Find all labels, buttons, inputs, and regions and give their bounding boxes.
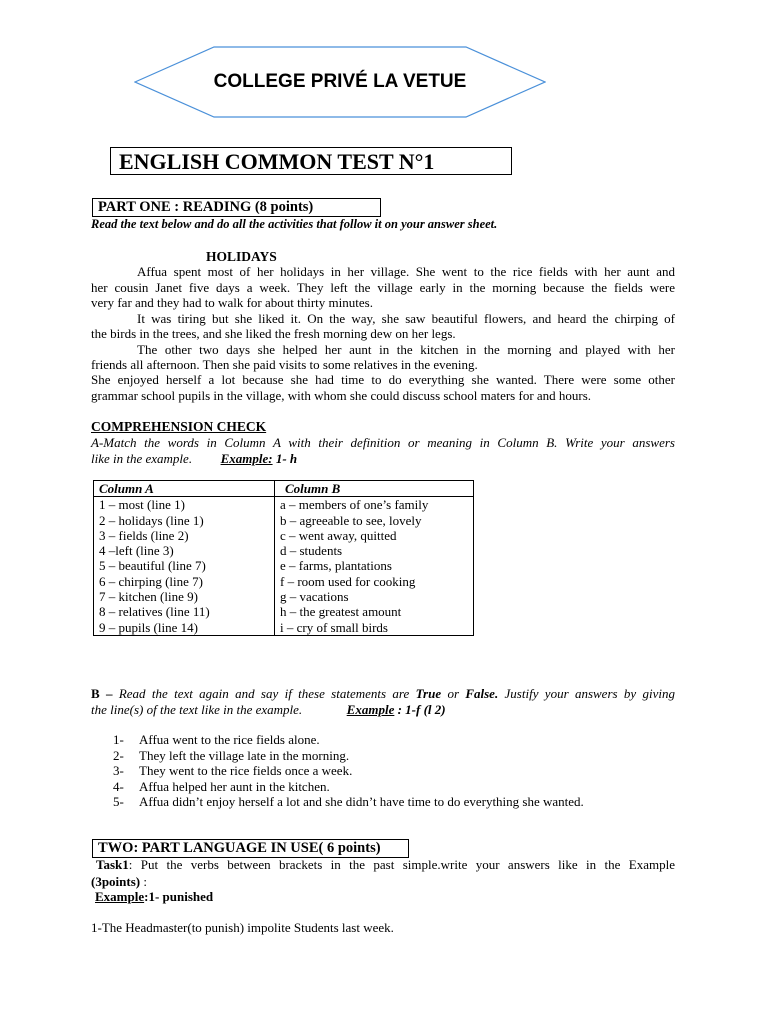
column-a-header: Column A — [94, 481, 275, 497]
task1-example-label: Example — [95, 889, 145, 904]
statement-text: They went to the rice fields once a week. — [139, 763, 353, 778]
column-b-cell: b – agreeable to see, lovely — [275, 513, 474, 528]
list-item — [113, 794, 584, 809]
statement-number: 4- — [113, 779, 124, 794]
table-row — [94, 513, 474, 528]
task1-points-suffix: : — [140, 874, 147, 889]
column-b-cell: a – members of one’s family — [275, 497, 474, 513]
or-word: or — [441, 686, 466, 701]
list-item — [113, 748, 349, 763]
comprehension-heading: COMPREHENSION CHECK — [91, 419, 267, 434]
task-a-instruction-line2 — [91, 451, 297, 466]
task-b-text-2: Justify your answers by giving — [498, 686, 675, 701]
example-label: Example: — [220, 451, 273, 466]
statement-text: They left the village late in the morning. — [139, 748, 350, 763]
column-a-cell: 6 – chirping (line 7) — [94, 574, 275, 589]
part-two-heading: TWO: PART LANGUAGE IN USE( 6 points) — [92, 839, 409, 858]
column-a-cell: 9 – pupils (line 14) — [94, 620, 275, 636]
statement-text: Affua helped her aunt in the kitchen. — [139, 779, 330, 794]
passage-line: grammar school pupils in the village, with whom she could discuss school maters for and hours. — [91, 388, 592, 403]
column-b-cell: f – room used for cooking — [275, 574, 474, 589]
passage-line: The other two days she helped her aunt in the kitchen in the morning and played with her — [137, 342, 675, 357]
table-row — [94, 589, 474, 604]
task-b-label: B – — [91, 686, 113, 701]
column-b-header: Column B — [275, 481, 474, 497]
column-a-cell: 8 – relatives (line 11) — [94, 604, 275, 619]
table-row — [94, 574, 474, 589]
column-a-cell: 5 – beautiful (line 7) — [94, 558, 275, 573]
task1-text: : Put the verbs between brackets in the past simple.write your answers like in the Example — [128, 857, 675, 872]
task-b-example-label: Example — [346, 702, 395, 717]
task-a-instruction: A-Match the words in Column A with their definition or meaning in Column B. Write your answers — [91, 435, 675, 450]
task1-points-line — [91, 874, 147, 889]
column-a-cell: 4 –left (line 3) — [94, 543, 275, 558]
passage-line: very far and they had to walk for about thirty minutes. — [91, 295, 373, 310]
part-one-heading: PART ONE : READING (8 points) — [92, 198, 381, 217]
false-word: False. — [465, 686, 499, 701]
statement-text: Affua didn’t enjoy herself a lot and she didn’t have time to do everything she wanted. — [139, 794, 584, 809]
statement-number: 2- — [113, 748, 124, 763]
column-b-cell: g – vacations — [275, 589, 474, 604]
reading-instruction: Read the text below and do all the activities that follow it on your answer sheet. — [91, 217, 498, 231]
task1-example-value: :1- punished — [144, 889, 214, 904]
statement-number: 5- — [113, 794, 124, 809]
column-b-cell: d – students — [275, 543, 474, 558]
passage-line: Affua spent most of her holidays in her village. She went to the rice fields with her aunt and — [137, 264, 675, 279]
table-row — [94, 543, 474, 558]
column-b-cell: i – cry of small birds — [275, 620, 474, 636]
passage-line: It was tiring but she liked it. On the way, she saw beautiful flowers, and heard the chirping of — [137, 311, 675, 326]
list-item — [113, 763, 352, 778]
task1-instruction — [91, 857, 675, 873]
example-value: 1- h — [272, 451, 298, 466]
task1-item-1: 1-The Headmaster(to punish) impolite Students last week. — [91, 920, 394, 935]
table-row — [94, 497, 474, 513]
test-title: ENGLISH COMMON TEST N°1 — [110, 147, 512, 175]
table-row — [94, 558, 474, 573]
task-b-line2-text: the line(s) of the text like in the example. — [91, 702, 303, 717]
true-word: True — [415, 686, 442, 701]
task-b-instruction — [91, 686, 675, 702]
text-title: HOLIDAYS — [206, 249, 277, 264]
column-b-cell: e – farms, plantations — [275, 558, 474, 573]
passage-line: She enjoyed herself a lot because she had time to do everything she wanted. There were some other — [91, 372, 675, 387]
column-a-cell: 2 – holidays (line 1) — [94, 513, 275, 528]
column-b-cell: h – the greatest amount — [275, 604, 474, 619]
task-a-instruction-text: like in the example. — [91, 451, 193, 466]
passage-line: friends all afternoon. Then she paid visits to some relatives in the evening. — [91, 357, 478, 372]
table-row — [94, 528, 474, 543]
column-b-cell: c – went away, quitted — [275, 528, 474, 543]
column-a-cell: 3 – fields (line 2) — [94, 528, 275, 543]
matching-table — [93, 480, 474, 636]
task-b-instruction-line2 — [91, 702, 446, 717]
passage-line: the birds in the trees, and she liked the fresh morning dew on her legs. — [91, 326, 456, 341]
school-name: COLLEGE PRIVÉ LA VETUE — [213, 71, 467, 92]
table-row — [94, 620, 474, 636]
list-item — [113, 779, 330, 794]
task-b-text-1: Read the text again and say if these statements are — [112, 686, 416, 701]
column-a-cell: 1 – most (line 1) — [94, 497, 275, 513]
task-b-example-value: : 1-f (l 2) — [394, 702, 446, 717]
task1-example — [95, 889, 213, 904]
table-header-row — [94, 481, 474, 497]
table-row — [94, 604, 474, 619]
statement-text: Affua went to the rice fields alone. — [139, 732, 320, 747]
task1-points: (3points) — [91, 874, 141, 889]
column-a-cell: 7 – kitchen (line 9) — [94, 589, 275, 604]
statement-number: 3- — [113, 763, 124, 778]
passage-line: her cousin Janet five days a week. They left the village early in the morning because the fields were — [91, 280, 675, 295]
list-item — [113, 732, 320, 747]
task1-label: Task1 — [96, 857, 129, 872]
statement-number: 1- — [113, 732, 124, 747]
